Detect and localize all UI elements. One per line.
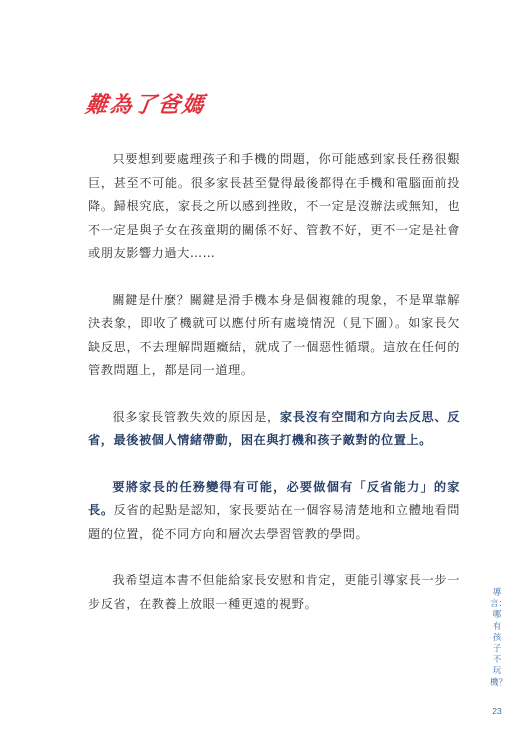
paragraph-4-emphasis: 要將家長的任務變得有可能，必要做個有「反省能力」的家長。: [88, 479, 460, 517]
body-text: [88, 148, 460, 639]
paragraph-1: 只要想到要處理孩子和手機的問題，你可能感到家長任務很艱巨，甚至不可能。很多家長甚至覺得最後都得在手機和電腦面前投降。歸根究底，家長之所以感到挫敗，不一定是沒辦法或無知，也不一定是與子女在孩童期的關係不好、管教不好，更不一定是社會或朋友影響力過大……: [88, 152, 460, 260]
paragraph-4-plain: 反省的起點是認知，家長要站在一個容易清楚地和立體地看問題的位置，從不同方向和層次去學習管教的學問。: [88, 503, 460, 541]
paragraph-5: 我希望這本書不但能給家長安慰和肯定，更能引導家長一步一步反省，在教養上放眼一種更遠的視野。: [88, 573, 460, 611]
paragraph-4: [88, 476, 460, 547]
paragraph-3-emphasis: 家長沒有空間和方向去反思、反省，最後被個人情緒帶動，困在與打機和孩子敵對的位置上。: [88, 409, 460, 447]
paragraph-3: [88, 406, 460, 453]
paragraph-3-plain: 很多家長管教失效的原因是，: [112, 409, 280, 424]
chapter-side-title: 導言：哪有孩子不玩機？: [490, 588, 508, 688]
section-heading: 難為了爸媽: [83, 93, 208, 118]
page-number: 23: [492, 706, 502, 716]
paragraph-2: 關鍵是什麼？關鍵是滑手機本身是個複雜的現象，不是單靠解決表象，即收了機就可以應付所有處境情況（見下圖）。如家長欠缺反思，不去理解問題癥結，就成了一個惡性循環。這放在任何的管教問題上，都是同一道理。: [88, 292, 460, 377]
